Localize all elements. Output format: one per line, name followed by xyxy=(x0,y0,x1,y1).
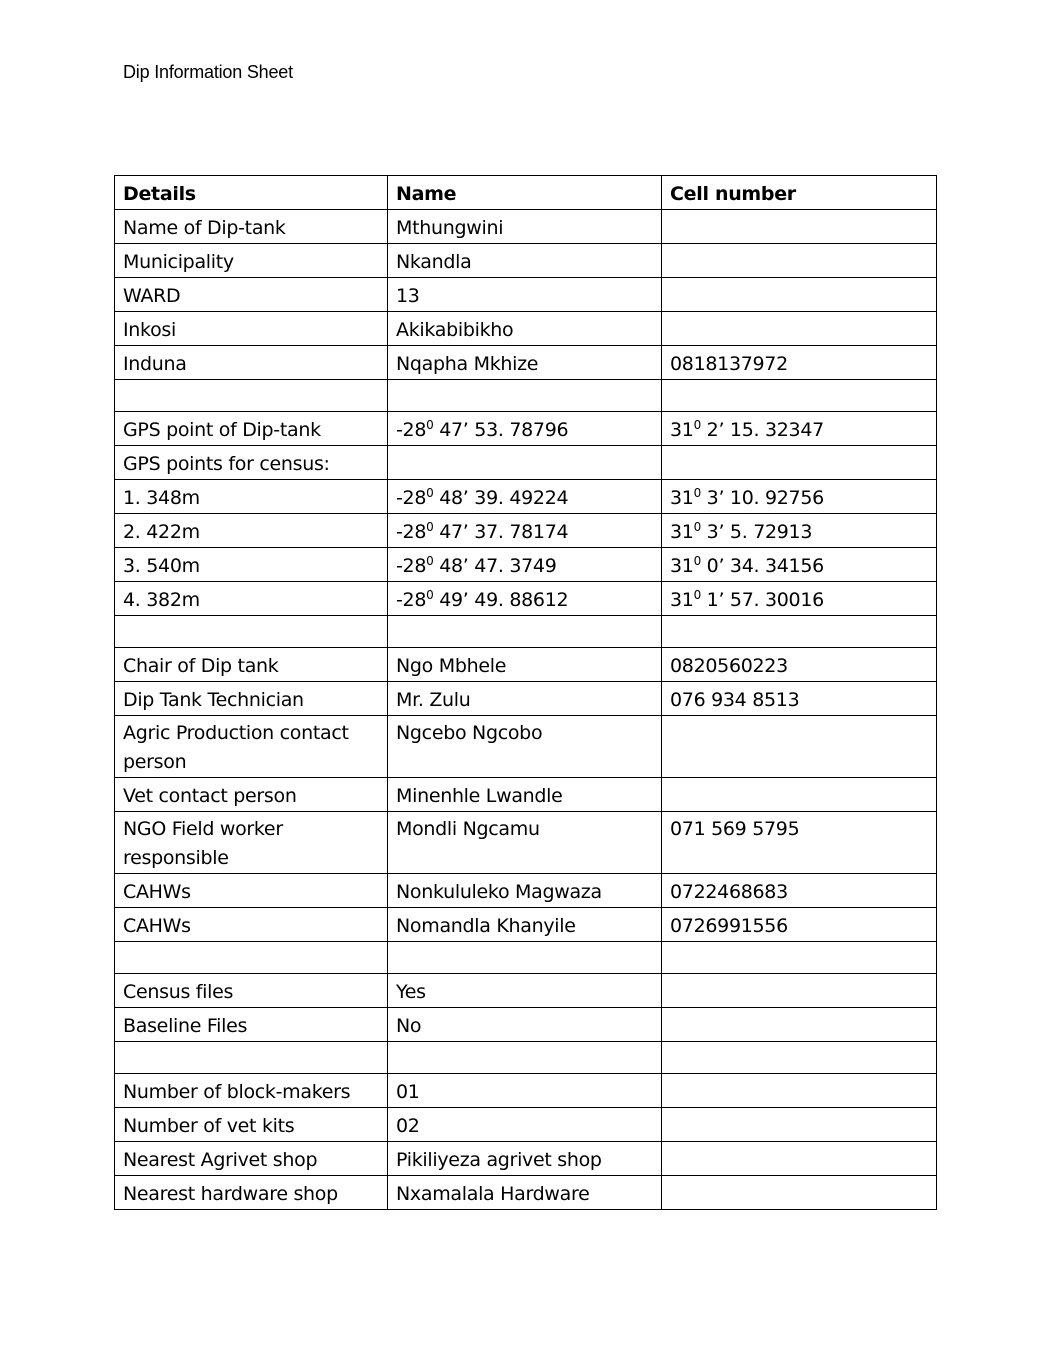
degree-sign: 0 xyxy=(426,554,434,568)
detail-label: 4. 382m xyxy=(115,582,388,616)
name-value: No xyxy=(388,1008,662,1042)
degree-sign: 0 xyxy=(693,520,701,534)
name-value: Mthungwini xyxy=(388,210,662,244)
longitude-value: $31^0$ 3’ 5. 72913 xyxy=(662,514,937,548)
table-row xyxy=(115,648,937,682)
table-row-empty xyxy=(115,380,937,412)
name-value: Nkandla xyxy=(388,244,662,278)
detail-label: 2. 422m xyxy=(115,514,388,548)
name-value: Nxamalala Hardware xyxy=(388,1176,662,1210)
cell-number-value xyxy=(662,380,937,412)
table-header-row xyxy=(115,176,937,210)
cell-number-value xyxy=(662,1008,937,1042)
cell-number-value: 0722468683 xyxy=(662,874,937,908)
cell-number-value: 076 934 8513 xyxy=(662,682,937,716)
cell-number-value: 0818137972 xyxy=(662,346,937,380)
name-value: Nqapha Mkhize xyxy=(388,346,662,380)
detail-label: Nearest hardware shop xyxy=(115,1176,388,1210)
detail-label xyxy=(115,1042,388,1074)
table-row xyxy=(115,1108,937,1142)
cell-number-value: 0726991556 xyxy=(662,908,937,942)
cell-number-value: 071 569 5795 xyxy=(662,812,937,874)
detail-label xyxy=(115,942,388,974)
degree-sign: 0 xyxy=(693,588,701,602)
name-value: 01 xyxy=(388,1074,662,1108)
latitude-value: $-28^0$ 48’ 39. 49224 xyxy=(388,480,662,514)
name-value: Akikabibikho xyxy=(388,312,662,346)
table-row xyxy=(115,908,937,942)
name-value: Nomandla Khanyile xyxy=(388,908,662,942)
name-value: Mondli Ngcamu xyxy=(388,812,662,874)
degree-sign: 0 xyxy=(693,418,701,432)
table-row xyxy=(115,412,937,446)
detail-label: Number of block-makers xyxy=(115,1074,388,1108)
table-row xyxy=(115,716,937,778)
table-row xyxy=(115,244,937,278)
name-value: Mr. Zulu xyxy=(388,682,662,716)
detail-label: Induna xyxy=(115,346,388,380)
detail-label: Number of vet kits xyxy=(115,1108,388,1142)
detail-label xyxy=(115,616,388,648)
name-value xyxy=(388,380,662,412)
table-row xyxy=(115,312,937,346)
degree-sign: 0 xyxy=(693,486,701,500)
cell-number-value xyxy=(662,616,937,648)
cell-number-value xyxy=(662,1042,937,1074)
detail-label: Inkosi xyxy=(115,312,388,346)
cell-number-value xyxy=(662,1176,937,1210)
name-value: 13 xyxy=(388,278,662,312)
detail-label: CAHWs xyxy=(115,874,388,908)
name-value: 02 xyxy=(388,1108,662,1142)
latitude-value: $-28^0$ 49’ 49. 88612 xyxy=(388,582,662,616)
cell-number-value xyxy=(662,716,937,778)
table-row xyxy=(115,1142,937,1176)
detail-label: CAHWs xyxy=(115,908,388,942)
detail-label: Nearest Agrivet shop xyxy=(115,1142,388,1176)
name-value: Ngo Mbhele xyxy=(388,648,662,682)
longitude-value: $31^0$ 3’ 10. 92756 xyxy=(662,480,937,514)
detail-label: Agric Production contact person xyxy=(115,716,388,778)
degree-sign: 0 xyxy=(426,418,434,432)
detail-label: NGO Field worker responsible xyxy=(115,812,388,874)
detail-label: GPS points for census: xyxy=(115,446,388,480)
degree-sign: 0 xyxy=(426,520,434,534)
degree-sign: 0 xyxy=(426,588,434,602)
cell-number-value xyxy=(662,1142,937,1176)
cell-number-value xyxy=(662,446,937,480)
table-row-empty xyxy=(115,1042,937,1074)
detail-label: 3. 540m xyxy=(115,548,388,582)
table-row xyxy=(115,480,937,514)
cell-number-value xyxy=(662,942,937,974)
table-row xyxy=(115,974,937,1008)
table-row xyxy=(115,514,937,548)
cell-number-value xyxy=(662,244,937,278)
cell-number-value xyxy=(662,778,937,812)
table-row-empty xyxy=(115,942,937,974)
cell-number-value xyxy=(662,278,937,312)
name-value: Yes xyxy=(388,974,662,1008)
name-value xyxy=(388,446,662,480)
detail-label: WARD xyxy=(115,278,388,312)
page-title: Dip Information Sheet xyxy=(123,62,293,82)
cell-number-value xyxy=(662,1074,937,1108)
detail-label: GPS point of Dip-tank xyxy=(115,412,388,446)
table-row xyxy=(115,210,937,244)
table-row xyxy=(115,812,937,874)
cell-number-value: 0820560223 xyxy=(662,648,937,682)
table-row xyxy=(115,278,937,312)
table-row xyxy=(115,682,937,716)
latitude-value: $-28^0$ 47’ 37. 78174 xyxy=(388,514,662,548)
name-value: Ngcebo Ngcobo xyxy=(388,716,662,778)
detail-label: Vet contact person xyxy=(115,778,388,812)
latitude-value: $-28^0$ 48’ 47. 3749 xyxy=(388,548,662,582)
table-row xyxy=(115,582,937,616)
name-value xyxy=(388,942,662,974)
longitude-value: $31^0$ 1’ 57. 30016 xyxy=(662,582,937,616)
table-row xyxy=(115,1074,937,1108)
table-row xyxy=(115,346,937,380)
table-row xyxy=(115,548,937,582)
column-header-name: Name xyxy=(388,176,662,210)
cell-number-value xyxy=(662,974,937,1008)
name-value: Minenhle Lwandle xyxy=(388,778,662,812)
cell-number-value xyxy=(662,312,937,346)
detail-label: Chair of Dip tank xyxy=(115,648,388,682)
latitude-value: $-28^0$ 47’ 53. 78796 xyxy=(388,412,662,446)
table-row xyxy=(115,874,937,908)
degree-sign: 0 xyxy=(426,486,434,500)
detail-label xyxy=(115,380,388,412)
cell-number-value xyxy=(662,1108,937,1142)
table-row-empty xyxy=(115,616,937,648)
longitude-value: $31^0$ 2’ 15. 32347 xyxy=(662,412,937,446)
table-row xyxy=(115,1008,937,1042)
detail-label: Name of Dip-tank xyxy=(115,210,388,244)
detail-label: Municipality xyxy=(115,244,388,278)
degree-sign: 0 xyxy=(693,554,701,568)
name-value: Nonkululeko Magwaza xyxy=(388,874,662,908)
name-value xyxy=(388,1042,662,1074)
column-header-details: Details xyxy=(115,176,388,210)
table-row xyxy=(115,1176,937,1210)
table-row xyxy=(115,446,937,480)
name-value xyxy=(388,616,662,648)
longitude-value: $31^0$ 0’ 34. 34156 xyxy=(662,548,937,582)
dip-information-table xyxy=(114,175,937,1210)
detail-label: Census files xyxy=(115,974,388,1008)
cell-number-value xyxy=(662,210,937,244)
detail-label: Dip Tank Technician xyxy=(115,682,388,716)
column-header-cell-number: Cell number xyxy=(662,176,937,210)
detail-label: Baseline Files xyxy=(115,1008,388,1042)
name-value: Pikiliyeza agrivet shop xyxy=(388,1142,662,1176)
table-row xyxy=(115,778,937,812)
detail-label: 1. 348m xyxy=(115,480,388,514)
